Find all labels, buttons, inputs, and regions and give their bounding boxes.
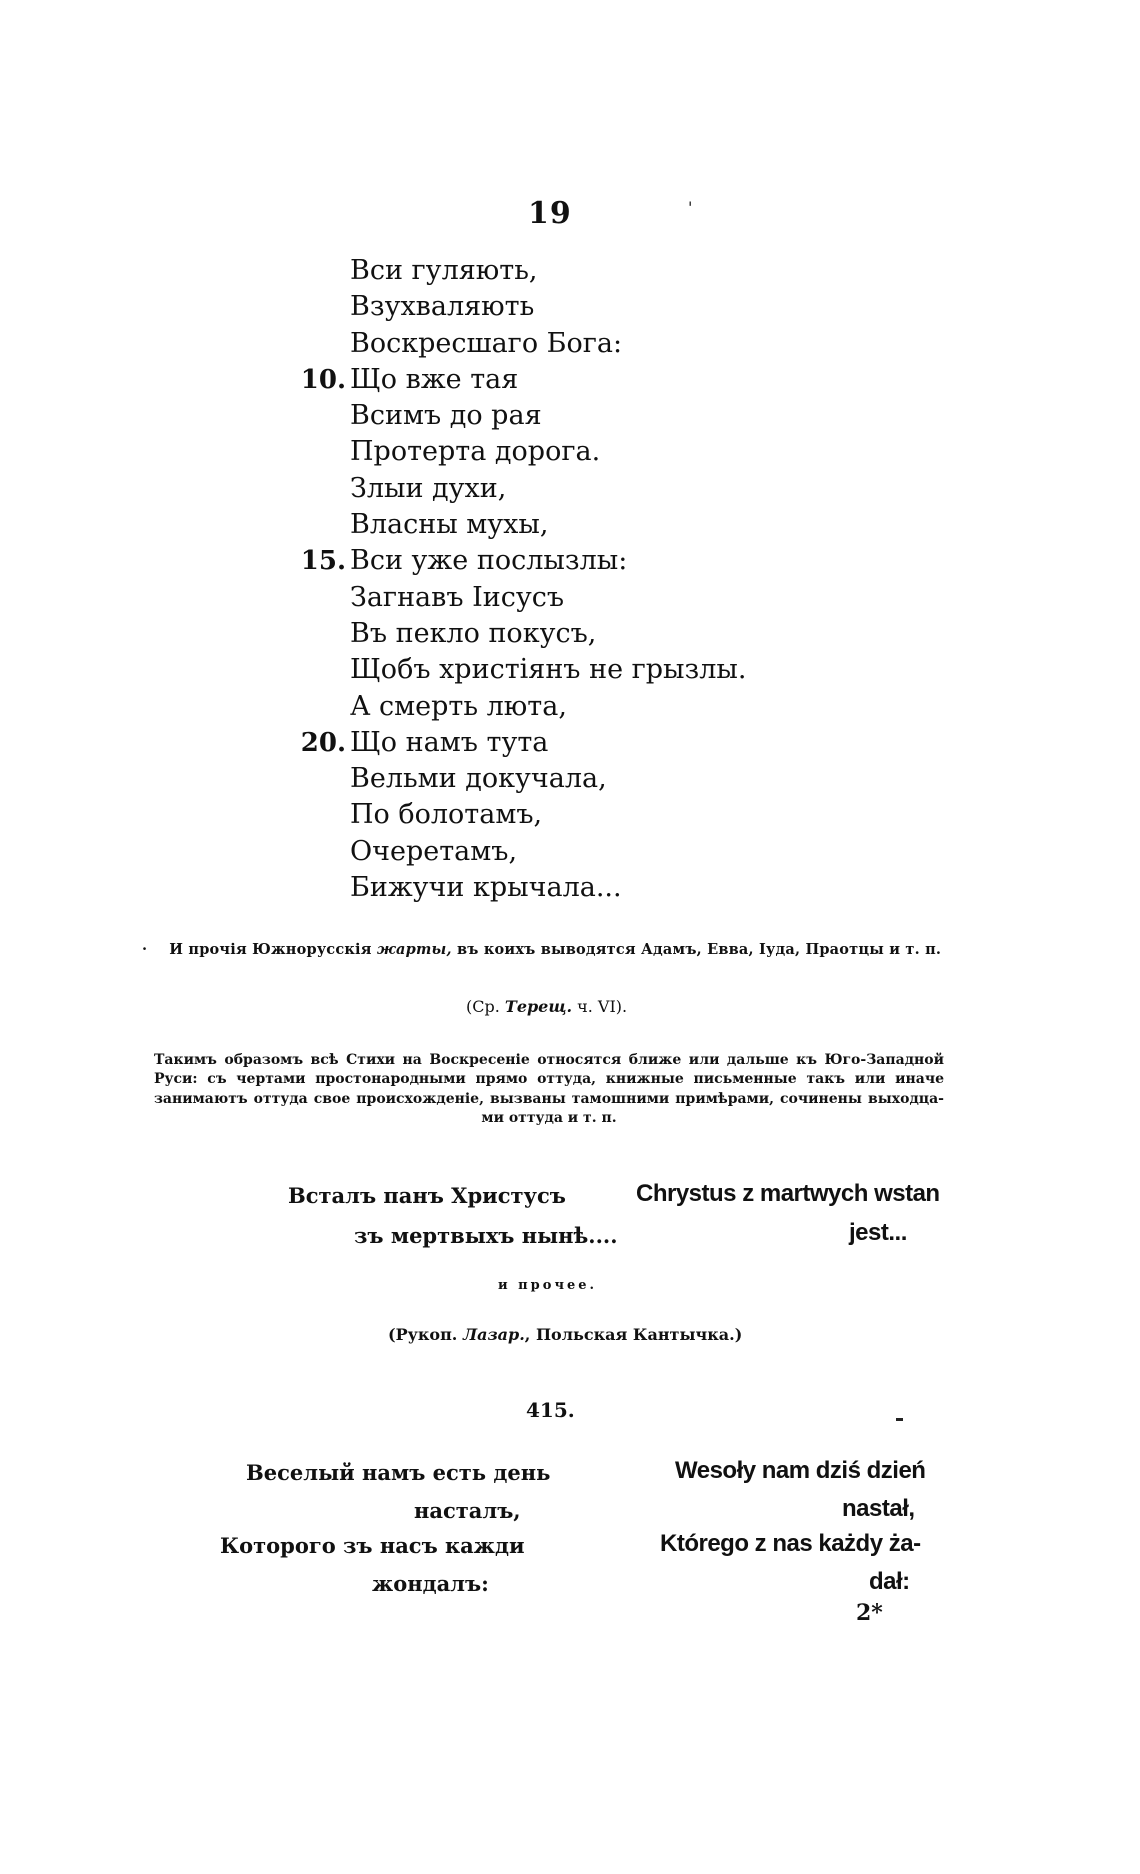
- poem-line: [290, 834, 747, 870]
- line-number: 15.: [300, 546, 346, 577]
- line-text: А смерть люта,: [350, 690, 567, 722]
- line-text: Загнавъ Іисусъ: [350, 581, 565, 613]
- line-text: По болотамъ,: [350, 799, 543, 831]
- summary-line: Руси: съ чертами простонародными прямо оттуда, книжные письменные такъ или иначе: [154, 1071, 944, 1088]
- ref-open: (Рукоп.: [388, 1325, 458, 1344]
- poem-line: [290, 471, 747, 507]
- poem-line: [290, 870, 747, 906]
- poem-line: [290, 652, 747, 688]
- line-number: 20.: [300, 727, 346, 758]
- line-text: Очеретамъ,: [350, 835, 518, 867]
- summary-line: Такимъ образомъ всѣ Стихи на Воскресеніе относятся ближе или дальше къ Юго-Западной: [154, 1052, 944, 1068]
- summary-line: ми оттуда и т. п.: [481, 1109, 617, 1126]
- line-text: Вельми докучала,: [350, 763, 607, 795]
- parallel-2-lat-line-2: nastał,: [842, 1495, 915, 1522]
- poem-line: [290, 689, 747, 725]
- poem-line: [290, 543, 747, 579]
- poem-line: [290, 398, 747, 434]
- poem-line: [290, 326, 747, 362]
- stray-dash: [896, 1418, 903, 1421]
- line-text: Власны мухы,: [350, 509, 549, 541]
- footnote: [142, 941, 941, 958]
- footnote-suffix: въ коихъ выводятся Адамъ, Евва, Іуда, Праотцы и т. п.: [456, 941, 942, 958]
- page-number: 19: [528, 196, 572, 231]
- poem-line: [290, 761, 747, 797]
- parallel-2-lat-line-4: dał:: [869, 1568, 910, 1595]
- summary-paragraph: [154, 1051, 944, 1128]
- signature-mark: 2*: [856, 1600, 883, 1626]
- ref-italic: Терещ.: [504, 997, 573, 1016]
- line-text: Щобъ христіянъ не грызлы.: [350, 654, 747, 686]
- section-number: 415.: [526, 1398, 575, 1422]
- footnote-bullet: ·: [142, 941, 148, 958]
- parallel-1-lat-line-1: Chrystus z martwych wstan: [636, 1180, 940, 1207]
- et-cetera-note: и прочее.: [498, 1278, 598, 1293]
- parallel-1-cyr-line-1: Всталъ панъ Христусъ: [288, 1183, 566, 1208]
- poem-line: [290, 507, 747, 543]
- line-text: Вси уже послызлы:: [350, 545, 628, 577]
- line-text: Вси гуляють,: [350, 255, 538, 286]
- poem: [290, 253, 747, 906]
- poem-line: [290, 253, 747, 289]
- parallel-2-lat-line-1: Wesoły nam dziś dzień: [675, 1457, 926, 1484]
- parallel-2-cyr-line-2: насталъ,: [414, 1498, 521, 1523]
- parallel-1-lat-line-2: jest...: [849, 1219, 907, 1246]
- line-text: Взухваляють: [350, 291, 535, 323]
- line-text: Що вже тая: [350, 363, 519, 395]
- stray-mark: ': [688, 198, 693, 217]
- footnote-italic: жарты,: [376, 941, 452, 958]
- line-text: Бижучи крычала...: [350, 872, 622, 904]
- parallel-2-lat-line-3: Którego z nas każdy ża-: [660, 1530, 921, 1557]
- poem-line: [290, 362, 747, 398]
- poem-line: [290, 289, 747, 325]
- ref-rest: , Польская Кантычка.): [524, 1325, 743, 1344]
- parallel-1-cyr-line-2: зъ мертвыхъ нынѣ....: [354, 1223, 618, 1248]
- line-text: Протерта дорога.: [350, 436, 601, 468]
- line-number: 10.: [300, 364, 346, 395]
- summary-line: занимаютъ оттуда свое происхожденіе, вызваны тамошними примѣрами, сочинены выходца-: [154, 1090, 944, 1107]
- line-text: Злыи духи,: [350, 472, 507, 504]
- parallel-2-cyr-line-3: Которого зъ насъ кажди: [220, 1533, 525, 1558]
- line-text: Всимъ до рая: [350, 400, 542, 432]
- line-text: Воскресшаго Бога:: [350, 327, 623, 359]
- ref-rest: ч. VI).: [577, 997, 628, 1016]
- reference-rukop: [388, 1325, 742, 1344]
- parallel-2-cyr-line-1: Веселый намъ есть день: [246, 1460, 551, 1485]
- reference-tereshch: [466, 997, 627, 1016]
- poem-line: [290, 725, 747, 761]
- ref-open: (Ср.: [466, 997, 500, 1016]
- footnote-prefix: И прочія Южнорусскія: [169, 941, 372, 958]
- parallel-2-cyr-line-4: жондалъ:: [372, 1571, 489, 1596]
- poem-line: [290, 616, 747, 652]
- line-text: Въ пекло покусъ,: [350, 617, 597, 649]
- poem-line: [290, 580, 747, 616]
- poem-line: [290, 797, 747, 833]
- ref-italic: Лазар.: [462, 1325, 525, 1344]
- poem-line: [290, 434, 747, 470]
- line-text: Що намъ тута: [350, 726, 549, 758]
